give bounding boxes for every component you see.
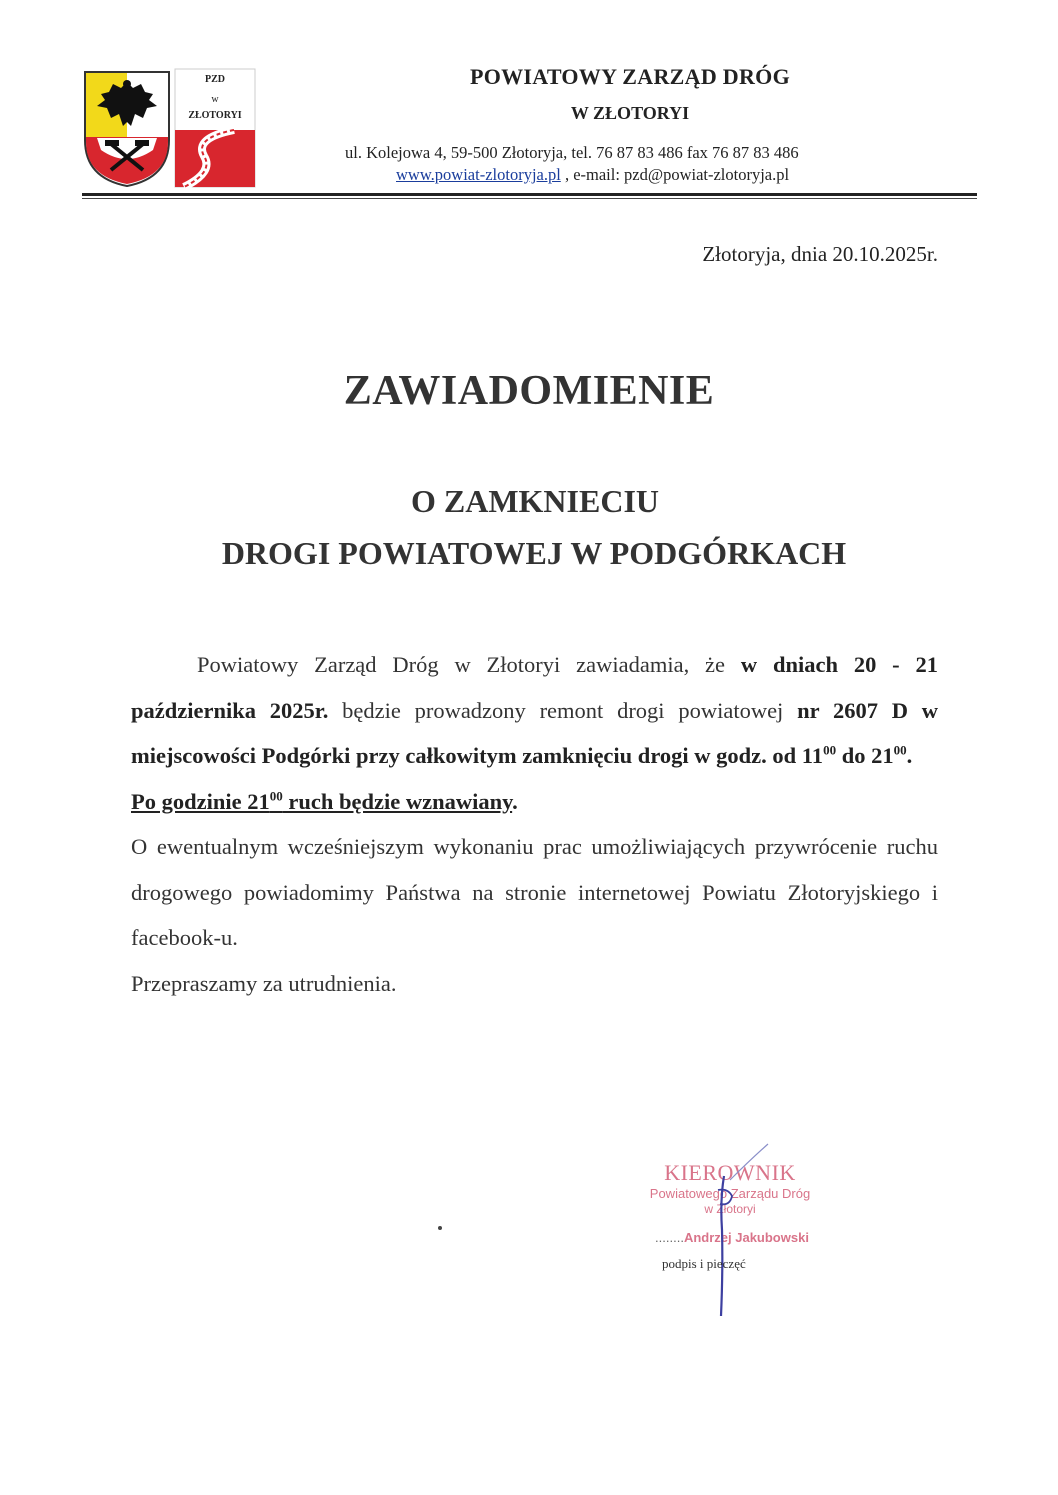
reopening-underlined [131, 789, 512, 814]
header-divider-thin [82, 198, 977, 199]
notice-body [131, 642, 938, 1006]
paragraph-apology: Przepraszamy za utrudnienia. [131, 970, 397, 996]
paragraph-reopening [131, 779, 938, 825]
p2-time-sup: 00 [269, 788, 283, 803]
stamp-line3: w Złotoryi [704, 1202, 756, 1216]
contact-separator: , e-mail: [560, 165, 625, 184]
stamp-title: KIEROWNIK [664, 1160, 796, 1185]
paragraph-early-completion: O ewentualnym wcześniejszym wykonaniu prac umożliwiających przywrócenie ruchu drogowego powiadomimy Państwa na stronie internetowej Powiatu Złotoryjskiego i facebook-u. [131, 834, 938, 950]
stamp-signatory: Andrzej Jakubowski [683, 1230, 809, 1245]
organization-city: W ZŁOTORYI [570, 103, 690, 123]
p1-text-c: będzie prowadzony remont drogi powiatowej [328, 697, 798, 723]
p1-road-details: nr 2607 D w miejscowości Podgórki przy całkowitym zamknięciu drogi w godz. od 11 [131, 697, 938, 768]
email-address: pzd@powiat-zlotoryja.pl [624, 165, 790, 184]
document-title: ZAWIADOMIENIE [343, 368, 715, 414]
organization-name: POWIATOWY ZARZĄD DRÓG [469, 64, 791, 89]
organization-address: ul. Kolejowa 4, 59-500 Złotoryja, tel. 76 87 83 486 fax 76 87 83 486 [345, 143, 799, 162]
p1-dates: w dniach 20 - 21 października 2025r. [131, 652, 938, 723]
document-subtitle-line2: DROGI POWIATOWEJ W PODGÓRKACH [221, 535, 847, 571]
county-crest-logo [83, 70, 171, 188]
website-link[interactable]: www.powiat-zlotoryja.pl [396, 165, 561, 184]
p2-text-a: Po godzinie 21 [131, 788, 270, 814]
p1-time-sup2: 00 [893, 742, 907, 758]
organization-contact [396, 165, 916, 185]
pzd-logo-line1: PZD [205, 74, 225, 85]
p1-time-sup1: 00 [823, 742, 837, 758]
p1-text-e: do 21 [836, 743, 894, 768]
pzd-logo-line3: ZŁOTORYI [188, 110, 242, 121]
stamp-line2: Powiatowego Zarządu Dróg [649, 1186, 811, 1201]
p2-text-b: ruch będzie wznawiany [282, 788, 513, 814]
document-date: Złotoryja, dnia 20.10.2025r. [702, 242, 938, 266]
header-divider-thick [82, 193, 977, 196]
paragraph-closure-details [131, 642, 938, 779]
signature-caption: podpis i pieczęć [662, 1256, 746, 1271]
scan-dot [438, 1226, 442, 1230]
p2-period: . [512, 788, 518, 814]
document-subtitle-line1: O ZAMKNIECIU [410, 483, 659, 519]
p1-text-a: Powiatowy Zarząd Dróg w Złotoryi zawiadamia, że [197, 652, 741, 677]
pzd-logo-line2: w [211, 94, 219, 105]
p1-period: . [906, 743, 913, 768]
handwritten-signature [690, 1140, 780, 1320]
pzd-logo [174, 68, 256, 188]
stamp-dots: ........ [655, 1230, 684, 1245]
